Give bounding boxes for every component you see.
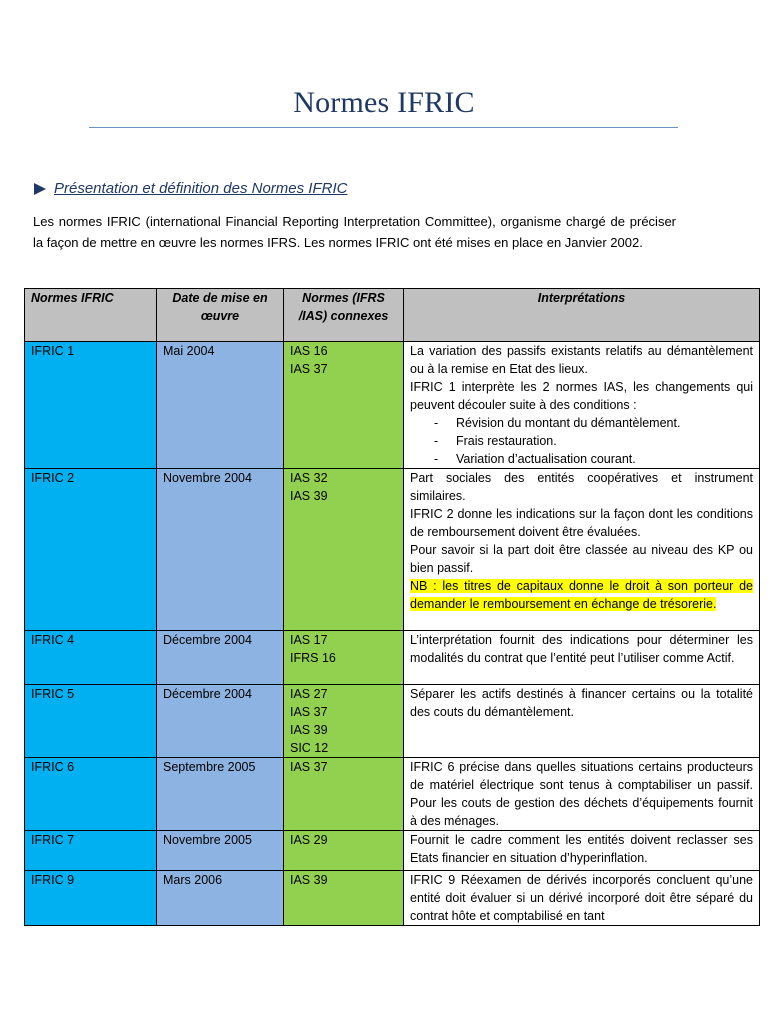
cell-interpretation <box>404 631 760 685</box>
cell-normes-connexes <box>284 685 404 758</box>
connexe-norme: IAS 27 <box>290 687 328 701</box>
cell-norme-ifric: IFRIC 9 <box>25 871 157 926</box>
header-interpretations: Interprétations <box>404 289 760 342</box>
table-row <box>25 631 760 685</box>
cell-normes-connexes <box>284 469 404 631</box>
header-connexes: Normes (IFRS /IAS) connexes <box>284 289 404 342</box>
cell-interpretation <box>404 469 760 631</box>
interpretation-text: IFRIC 2 donne les indications sur la façon dont les conditions de remboursement doivent être évaluées. <box>410 507 753 539</box>
table-row <box>25 758 760 831</box>
list-item: - Révision du montant du démantèlement. <box>434 414 753 432</box>
cell-interpretation <box>404 342 760 469</box>
interpretation-text: IFRIC 6 précise dans quelles situations certains producteurs de matériel électrique sont tenus à comptabiliser un passif. Pour les couts de gestion des déchets d’équipements fournit à des ménages. <box>410 760 753 828</box>
interpretation-text: Pour savoir si la part doit être classée au niveau des KP ou bien passif. <box>410 543 753 575</box>
connexe-norme: IAS 39 <box>290 723 328 737</box>
interpretation-text: La variation des passifs existants relatifs au démantèlement ou à la remise en Etat des lieux. <box>410 344 753 376</box>
cell-interpretation <box>404 685 760 758</box>
list-item: - Frais restauration. <box>434 432 753 450</box>
table-row <box>25 342 760 469</box>
cell-norme-ifric: IFRIC 1 <box>25 342 157 469</box>
triangle-bullet-icon <box>34 183 46 195</box>
cell-norme-ifric: IFRIC 7 <box>25 831 157 871</box>
connexe-norme: SIC 12 <box>290 741 329 755</box>
page-title: Normes IFRIC <box>293 86 475 119</box>
connexe-norme: IAS 32 <box>290 471 328 485</box>
cell-normes-connexes <box>284 342 404 469</box>
connexe-norme: IAS 39 <box>290 489 328 503</box>
cell-interpretation <box>404 758 760 831</box>
cell-date: Septembre 2005 <box>157 758 284 831</box>
cell-date: Décembre 2004 <box>157 631 284 685</box>
bullet-list <box>410 414 753 468</box>
interpretation-text: L’interprétation fournit des indications pour déterminer les modalités du contrat que l’entité peut l’utiliser comme Actif. <box>410 633 753 665</box>
connexe-norme: IFRS 16 <box>290 651 336 665</box>
connexe-norme: IAS 16 <box>290 344 328 358</box>
cell-interpretation <box>404 871 760 926</box>
intro-paragraph: Les normes IFRIC (international Financial Reporting Interpretation Committee), organisme chargé de préciser la façon de mettre en œuvre les normes IFRS. Les normes IFRIC ont été mises en place en Janvier 2002. <box>33 214 676 250</box>
interpretation-text: Part sociales des entités coopératives et instrument similaires. <box>410 471 753 503</box>
cell-normes-connexes <box>284 758 404 831</box>
cell-norme-ifric: IFRIC 5 <box>25 685 157 758</box>
title-divider <box>89 127 678 128</box>
header-date: Date de mise en œuvre <box>157 289 284 342</box>
table-row <box>25 685 760 758</box>
cell-date: Mars 2006 <box>157 871 284 926</box>
interpretation-text: Fournit le cadre comment les entités doivent reclasser ses Etats financier en situation d’hyperinflation. <box>410 833 753 865</box>
cell-date: Novembre 2004 <box>157 469 284 631</box>
cell-normes-connexes <box>284 871 404 926</box>
connexe-norme: IAS 37 <box>290 705 328 719</box>
cell-normes-connexes <box>284 631 404 685</box>
interpretation-text: IFRIC 1 interprète les 2 normes IAS, les changements qui peuvent découler suite à des conditions : <box>410 380 753 412</box>
cell-date: Novembre 2005 <box>157 831 284 871</box>
header-normes-ifric: Normes IFRIC <box>25 289 157 342</box>
connexe-norme: IAS 17 <box>290 633 328 647</box>
connexe-norme: IAS 29 <box>290 833 328 847</box>
connexe-norme: IAS 37 <box>290 362 328 376</box>
table-row <box>25 469 760 631</box>
cell-date: Décembre 2004 <box>157 685 284 758</box>
table-row <box>25 831 760 871</box>
section-heading-text: Présentation et définition des Normes IFRIC <box>54 180 348 197</box>
interpretation-text: IFRIC 9 Réexamen de dérivés incorporés concluent qu’une entité doit évaluer si un dérivé incorporé doit être séparé du contrat hôte et comptabilisé en tant <box>410 873 753 923</box>
highlighted-note <box>410 577 753 613</box>
cell-normes-connexes <box>284 831 404 871</box>
highlighted-note-text: NB : les titres de capitaux donne le droit à son porteur de demander le remboursement en échange de trésorerie. <box>410 579 753 611</box>
cell-date: Mai 2004 <box>157 342 284 469</box>
cell-interpretation <box>404 831 760 871</box>
cell-norme-ifric: IFRIC 2 <box>25 469 157 631</box>
connexe-norme: IAS 39 <box>290 873 328 887</box>
cell-norme-ifric: IFRIC 4 <box>25 631 157 685</box>
cell-norme-ifric: IFRIC 6 <box>25 758 157 831</box>
table-row <box>25 871 760 926</box>
table-header-row <box>25 289 760 342</box>
ifric-table <box>24 288 760 926</box>
section-heading <box>34 180 347 197</box>
connexe-norme: IAS 37 <box>290 760 328 774</box>
list-item: - Variation d’actualisation courant. <box>434 450 753 468</box>
interpretation-text: Séparer les actifs destinés à financer certains ou la totalité des couts du démantèlement. <box>410 687 753 719</box>
